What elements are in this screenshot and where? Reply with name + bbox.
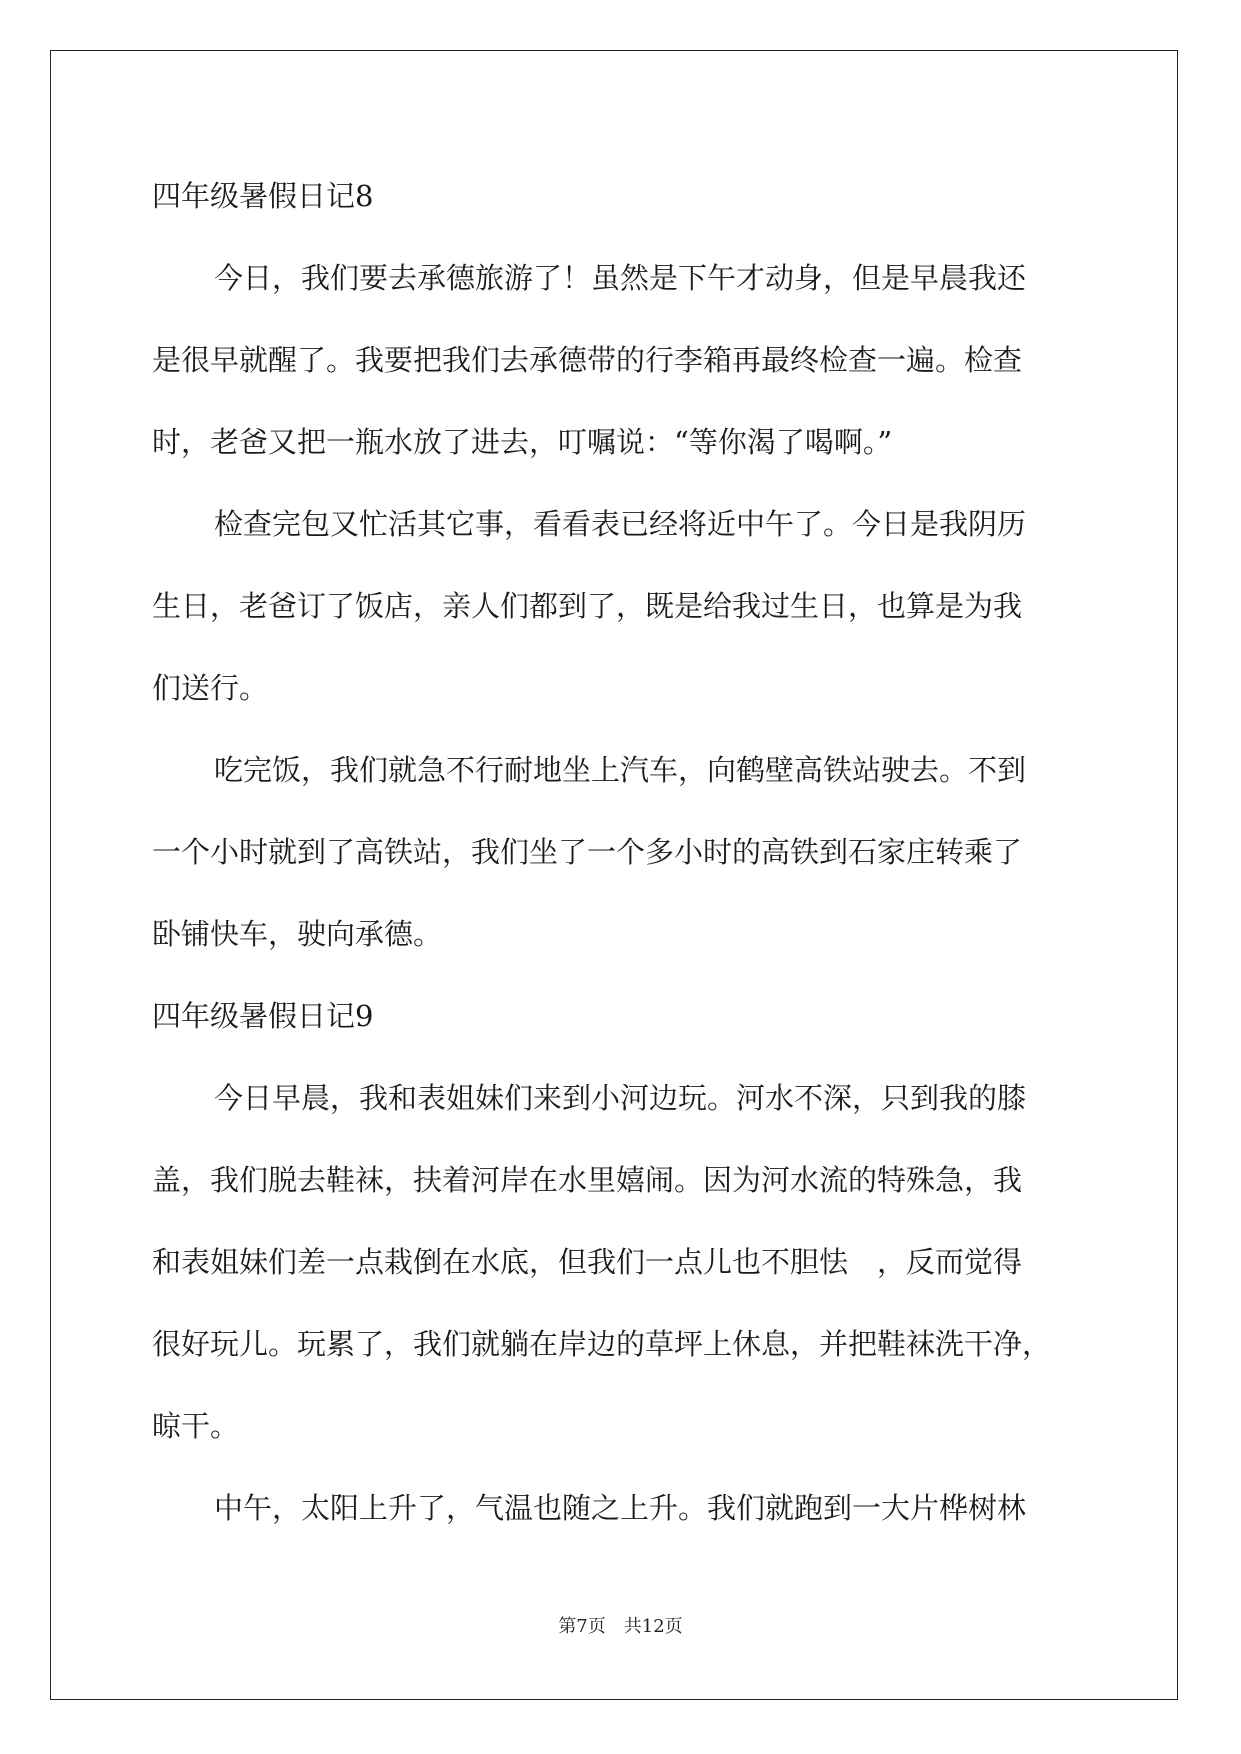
text-line: 盖，我们脱去鞋袜，扶着河岸在水里嬉闹。因为河水流的特殊急，我 bbox=[152, 1163, 1023, 1197]
text-line: 们送行。 bbox=[152, 671, 269, 705]
text-line: 一个小时就到了高铁站，我们坐了一个多小时的高铁到石家庄转乘了 bbox=[152, 835, 1023, 869]
text-line: 今日，我们要去承德旅游了！虽然是下午才动身，但是早晨我还 bbox=[214, 261, 1027, 295]
text-line: 是很早就醒了。我要把我们去承德带的行李箱再最终检查一遍。检查 bbox=[152, 343, 1023, 377]
diary-heading: 四年级暑假日记9 bbox=[152, 999, 374, 1033]
text-line: 中午，太阳上升了，气温也随之上升。我们就跑到一大片桦树林 bbox=[214, 1491, 1027, 1525]
text-line: 今日早晨，我和表姐妹们来到小河边玩。河水不深，只到我的膝 bbox=[214, 1081, 1027, 1115]
diary-heading: 四年级暑假日记8 bbox=[152, 179, 374, 213]
text-line: 晾干。 bbox=[152, 1409, 240, 1443]
page-number: 第7页 共12页 bbox=[558, 1616, 683, 1637]
text-line: 吃完饭，我们就急不行耐地坐上汽车，向鹤壁高铁站驶去。不到 bbox=[214, 753, 1027, 787]
document-body bbox=[152, 155, 1087, 1549]
text-line: 检查完包又忙活其它事，看看表已经将近中午了。今日是我阴历 bbox=[214, 507, 1027, 541]
text-line: 很好玩儿。玩累了，我们就躺在岸边的草坪上休息，并把鞋袜洗干净， bbox=[152, 1327, 1052, 1361]
text-line: 生日，老爸订了饭店，亲人们都到了，既是给我过生日，也算是为我 bbox=[152, 589, 1023, 623]
text-line: 时，老爸又把一瓶水放了进去，叮嘱说：“等你渴了喝啊。” bbox=[152, 425, 893, 459]
text-line: 卧铺快车，驶向承德。 bbox=[152, 917, 443, 951]
text-line: 和表姐妹们差一点栽倒在水底，但我们一点儿也不胆怯 ，反而觉得 bbox=[152, 1245, 1023, 1279]
